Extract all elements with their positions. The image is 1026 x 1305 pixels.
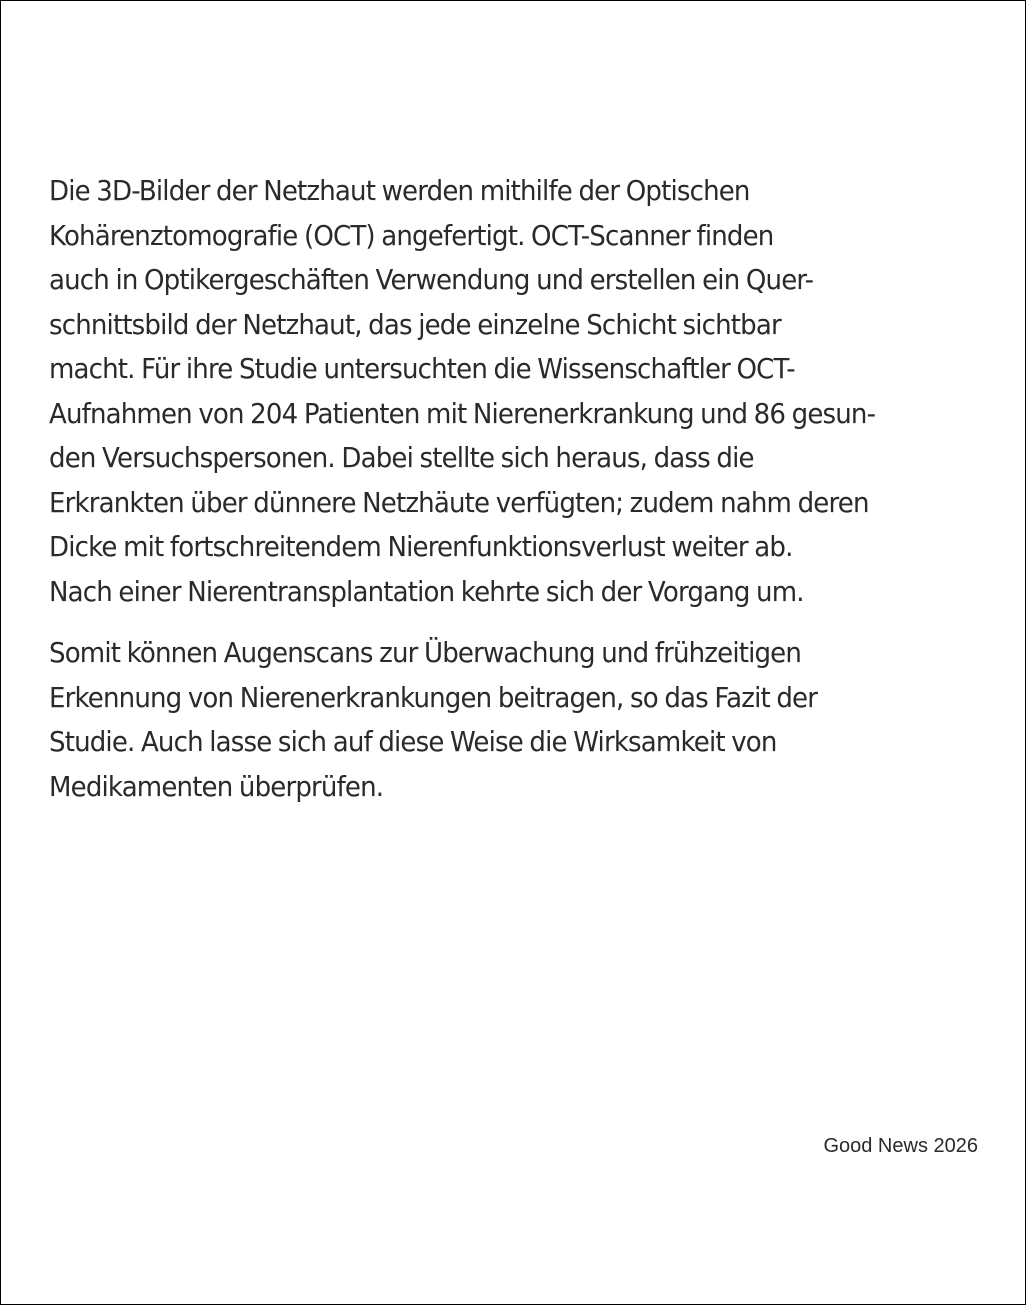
text-line: Dicke mit fortschreitendem Nierenfunktionsverlust weiter ab. [49, 530, 793, 563]
paragraph-2 [49, 631, 988, 809]
text-line: Kohärenztomografie (OCT) angefertigt. OCT-Scanner finden [49, 218, 774, 252]
article-body [49, 169, 988, 809]
text-line: Erkrankten über dünnere Netzhäute verfügten; zudem nahm deren [49, 485, 869, 519]
text-line: Aufnahmen von 204 Patienten mit Nierenerkrankung und 86 gesun- [49, 396, 876, 430]
text-line: schnittsbild der Netzhaut, das jede einzelne Schicht sichtbar [49, 307, 781, 341]
text-line: Erkennung von Nierenerkrankungen beitragen, so das Fazit der [49, 680, 818, 714]
footer-credit: Good News 2026 [823, 1135, 978, 1157]
text-line: Studie. Auch lasse sich auf diese Weise die Wirksamkeit von [49, 725, 777, 758]
text-line: Somit können Augenscans zur Überwachung und frühzeitigen [49, 636, 802, 669]
text-line: Medikamenten überprüfen. [49, 769, 384, 803]
text-line: macht. Für ihre Studie untersuchten die Wissenschaftler OCT- [49, 352, 795, 385]
text-line: den Versuchspersonen. Dabei stellte sich heraus, dass die [49, 441, 754, 474]
paragraph-1 [49, 169, 988, 614]
text-line: auch in Optikergeschäften Verwendung und erstellen ein Quer- [49, 263, 814, 296]
text-line: Nach einer Nierentransplantation kehrte sich der Vorgang um. [49, 574, 804, 608]
text-line: Die 3D-Bilder der Netzhaut werden mithilfe der Optischen [49, 174, 750, 207]
